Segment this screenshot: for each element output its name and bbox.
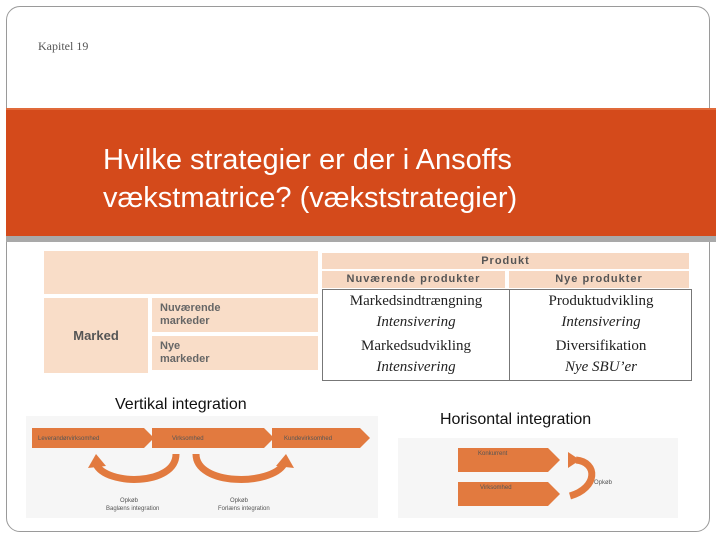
col-header-new-products: Nye produkter [509, 271, 689, 288]
row-new-line-2: markeder [160, 353, 210, 365]
row-label-new-markets [152, 336, 318, 370]
matrix-row-labels [44, 251, 322, 373]
horizontal-buy-label: Opkøb [594, 480, 613, 486]
cell-type: Intensivering [376, 359, 456, 375]
cell-name: Markedsudvikling [361, 338, 471, 354]
title-line-2: vækstmatrice? (vækststrategier) [103, 182, 518, 214]
row-label-existing-markets [152, 298, 318, 332]
cell-type: Nye SBU’er [564, 359, 638, 375]
cell-type: Intensivering [376, 314, 456, 330]
backward-buy-label-2: Baglæns integration [106, 506, 160, 512]
customer-box-label: Kundevirksomhed [284, 436, 333, 442]
produkt-header: Produkt [322, 253, 689, 269]
title-band-shadow [6, 236, 716, 242]
company-box-label: Virksomhed [480, 485, 512, 491]
chapter-label: Kapitel 19 [38, 39, 89, 53]
cell-diversification [511, 336, 691, 378]
cell-name: Markedsindtrængning [349, 293, 483, 309]
vertical-integration-label: Vertikal integration [115, 396, 247, 413]
row-existing-line-1: Nuværende [160, 302, 221, 314]
cell-product-development [511, 291, 691, 333]
horizontal-integration-diagram [398, 438, 678, 518]
company-arrow [152, 428, 274, 448]
forward-buy-label-1: Opkøb [230, 498, 249, 504]
row-new-line-1: Nye [160, 340, 181, 352]
cell-market-penetration [323, 291, 509, 333]
competitor-arrow [458, 448, 560, 472]
horizontal-curve-arrow [570, 460, 592, 496]
forward-arrowhead [276, 454, 294, 468]
cell-name: Produktudvikling [548, 293, 654, 309]
backward-curve-arrow [96, 454, 176, 479]
ansoff-matrix-grid [322, 289, 692, 381]
competitor-box-label: Konkurrent [478, 451, 508, 457]
horizontal-arrowhead [568, 452, 580, 468]
row-existing-line-2: markeder [160, 315, 210, 327]
horizontal-integration-label: Horisontal integration [440, 411, 592, 428]
cell-name: Diversifikation [555, 338, 647, 354]
backward-buy-label-1: Opkøb [120, 498, 139, 504]
backward-arrowhead [88, 454, 106, 468]
matrix-corner-cell [44, 251, 318, 294]
marked-label: Marked [44, 298, 148, 373]
cell-type: Intensivering [561, 314, 641, 330]
slide-title [103, 141, 663, 217]
vertical-integration-diagram [26, 416, 378, 518]
col-header-existing-products: Nuværende produkter [322, 271, 505, 288]
grid-divider [509, 290, 510, 380]
supplier-box-label: Leverandørvirksomhed [38, 436, 100, 442]
company-box-label: Virksomhed [172, 436, 204, 442]
forward-buy-label-2: Forlæns integration [218, 506, 270, 512]
cell-market-development [323, 336, 509, 378]
forward-curve-arrow [196, 454, 284, 479]
title-line-1: Hvilke strategier er der i Ansoffs [103, 144, 512, 176]
